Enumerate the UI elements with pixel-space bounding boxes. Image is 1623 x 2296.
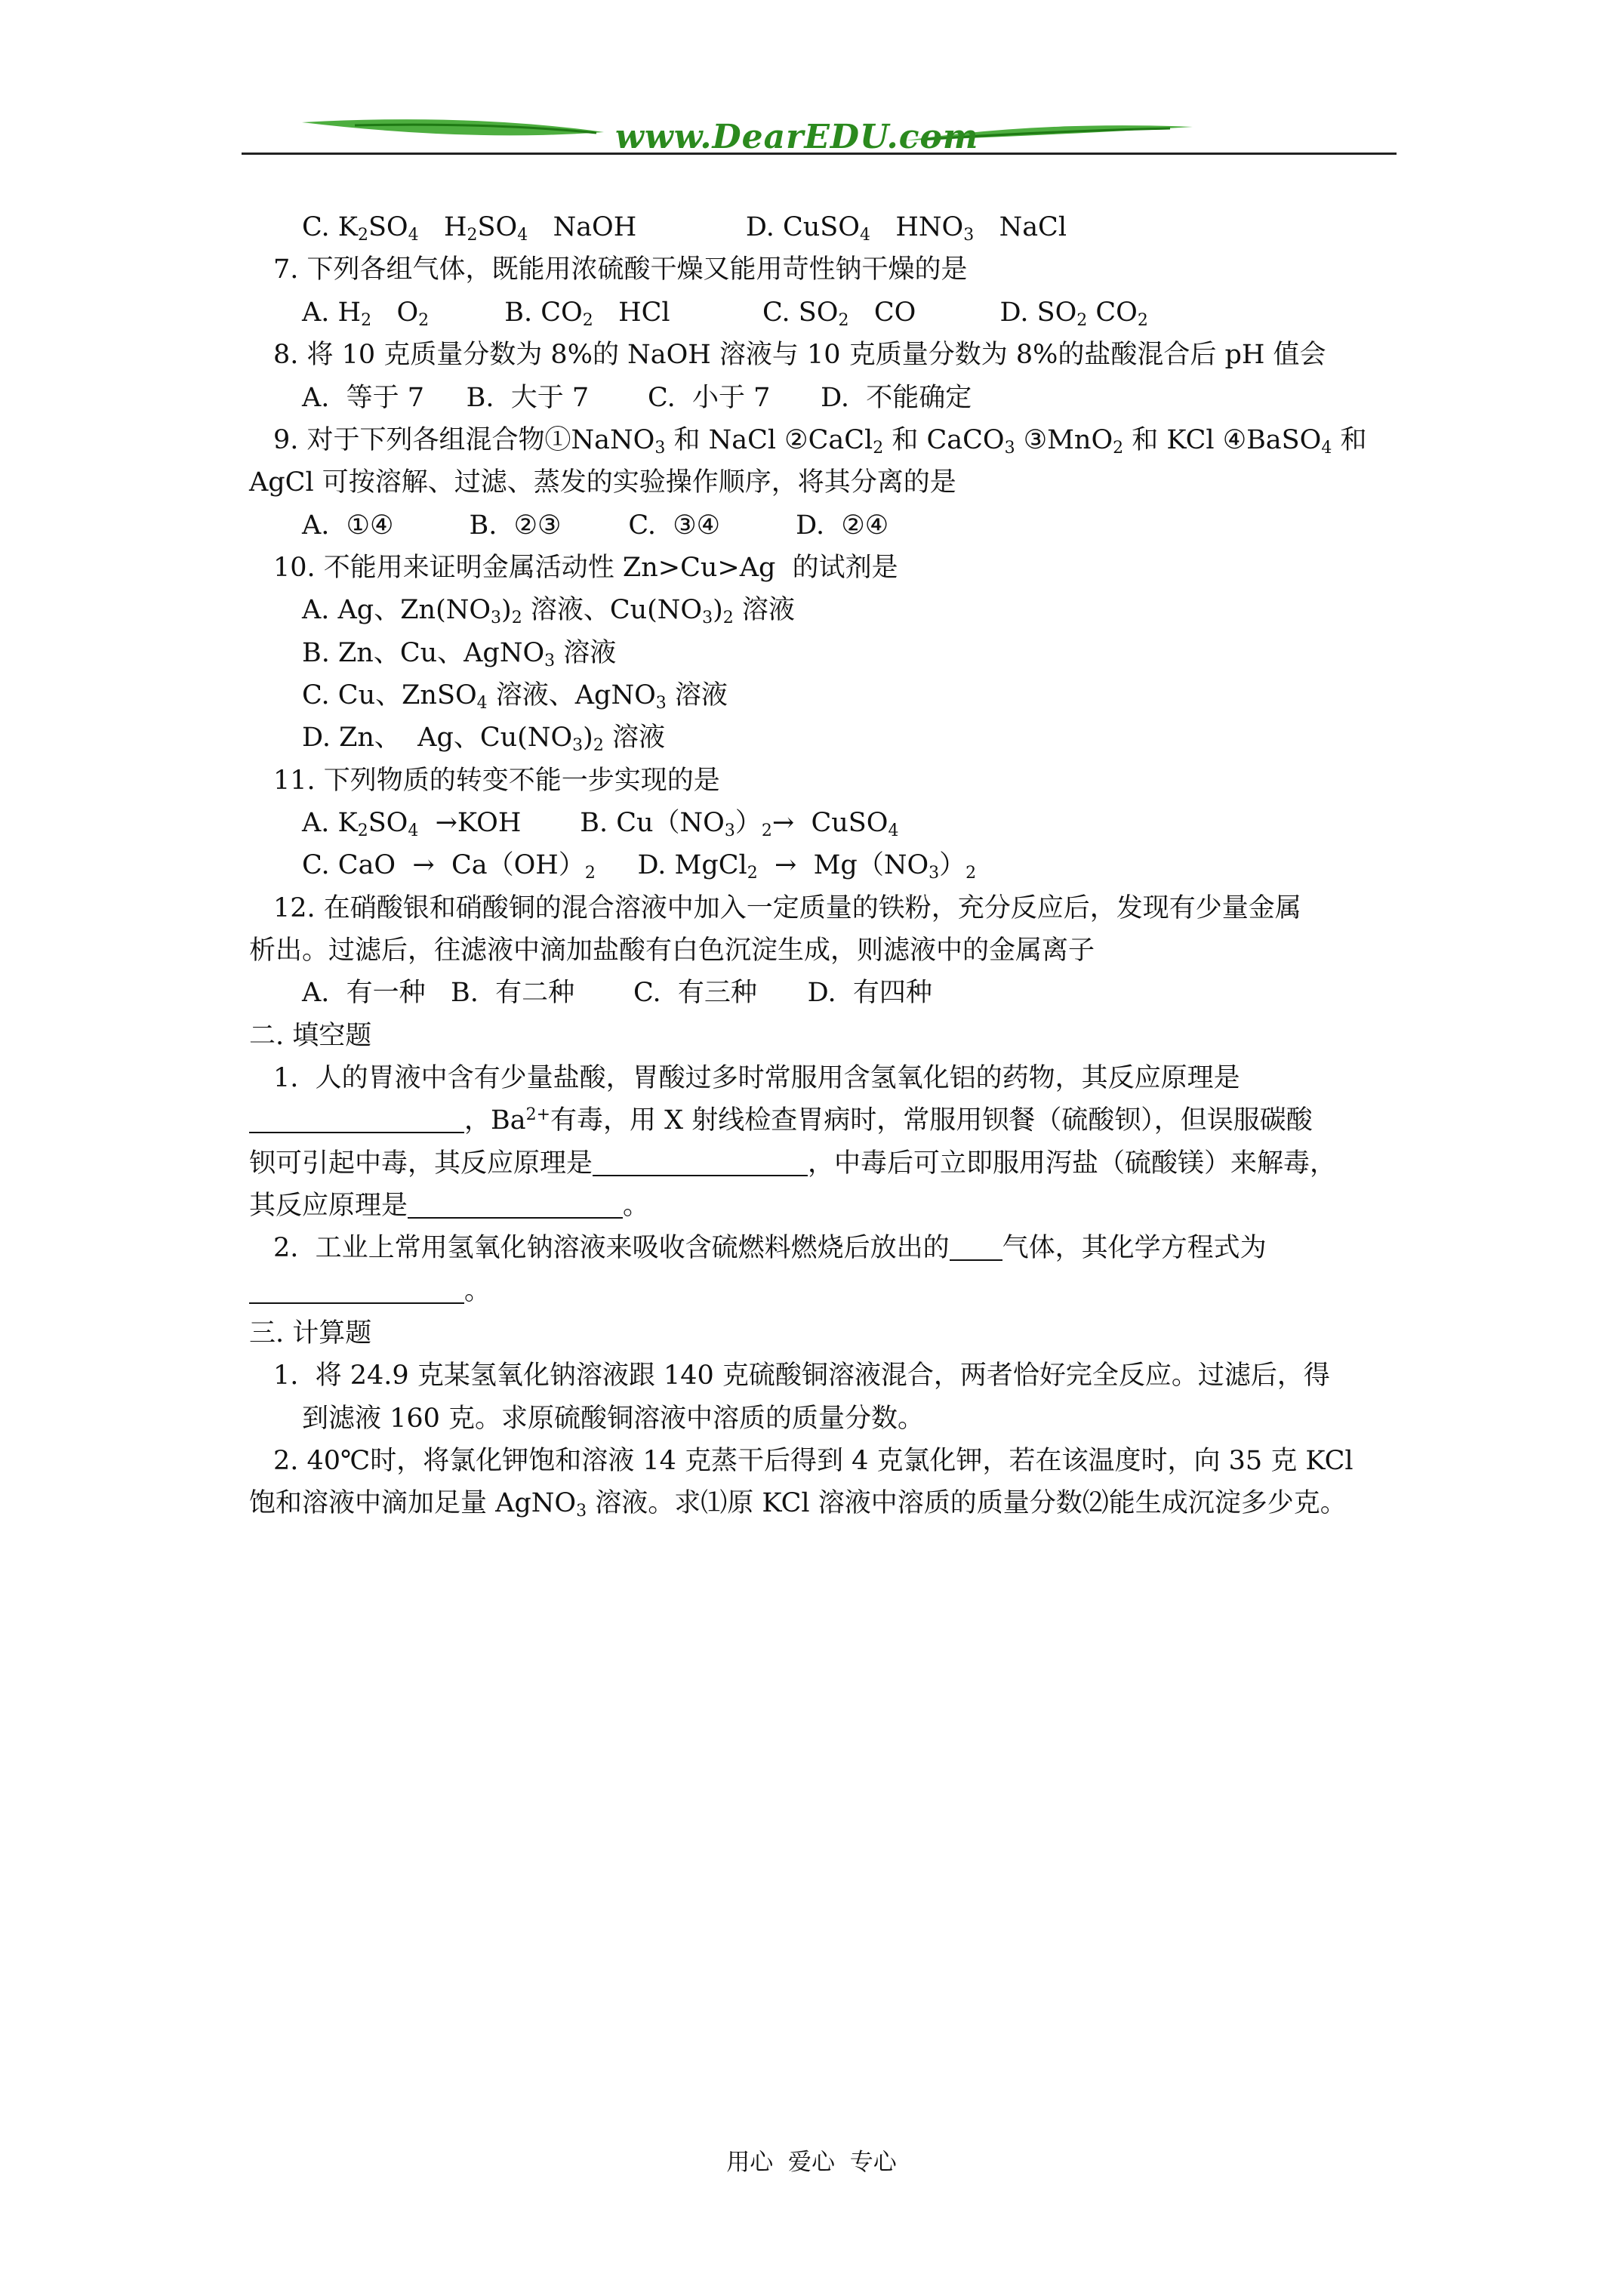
text-line: 到滤液 160 克。求原硫酸铜溶液中溶质的质量分数。 <box>302 1404 925 1434</box>
text-line: 1. 将 24.9 克某氢氧化钠溶液跟 140 克硫酸铜溶液混合，两者恰好完全反应。过滤后，得 <box>273 1361 1330 1391</box>
text-line: 1. 人的胃液中含有少量盐酸，胃酸过多时常服用含氢氧化铝的药物，其反应原理是 <box>273 1063 1240 1093</box>
text-line: A. Ag、$Zn(NO_3)_2$ 溶液、$Cu(NO_3)_2$ 溶液 <box>302 595 795 627</box>
text-line: 二. 填空题 <box>249 1021 372 1051</box>
text-line: B. Zn、Cu、AgNO$_3$ 溶液 <box>302 638 617 670</box>
text-line: C. $K_2SO_4$ $H_2SO_4$ NaOH D. CuSO$_4$ $HNO_3$ NaCl <box>302 212 1067 245</box>
text-line: 钡可引起中毒，其反应原理是 ，中毒后可立即服用泻盐（硫酸镁）来解毒， <box>249 1148 1337 1179</box>
text-line: 7. 下列各组气体，既能用浓硫酸干燥又能用苛性钠干燥的是 <box>273 254 968 285</box>
text-line: A. 有一种 B. 有二种 C. 有三种 D. 有四种 <box>302 978 932 1008</box>
text-line: A. 等于 7 B. 大于 7 C. 小于 7 D. 不能确定 <box>302 383 972 413</box>
text-line: 2. 40℃时，将氯化钾饱和溶液 14 克蒸干后得到 4 克氯化钾，若在该温度时，向 35 克 KCl <box>273 1446 1354 1476</box>
text-line: D. Zn、 Ag、$Cu(NO_3)_2$ 溶液 <box>302 723 665 755</box>
text-line: 10. 不能用来证明金属活动性 Zn>Cu>Ag 的试剂是 <box>273 553 898 583</box>
text-line: ，$Ba^{2+}$有毒，用 X 射线检查胃病时，常服用钡餐（硫酸钡），但误服碳酸 <box>249 1102 1313 1139</box>
text-line: 2. 工业上常用氢氧化钠溶液来吸收含硫燃料燃烧后放出的 气体，其化学方程式为 <box>273 1233 1267 1263</box>
text-line: 其反应原理是 。 <box>249 1191 650 1221</box>
text-line: AgCl 可按溶解、过滤、蒸发的实验操作顺序，将其分离的是 <box>249 467 956 498</box>
text-line: 三. 计算题 <box>249 1318 372 1348</box>
text-line: C. Cu、ZnSO$_4$ 溶液、AgNO$_3$ 溶液 <box>302 680 728 713</box>
text-line: A. $H_2$ $O_2$ B. $CO_2$ HCl C. $SO_2$ CO D. $SO_2$ $CO_2$ <box>302 297 1148 330</box>
header-rule <box>242 153 1397 155</box>
text-line: 9. 对于下列各组混合物①NaNO$_3$ 和 NaCl ②CaCl$_2$ 和 CaCO$_3$ ③MnO$_2$ 和 KCl ④BaSO$_4$ 和 <box>273 425 1367 458</box>
text-line: A. ①④ B. ②③ C. ③④ D. ②④ <box>302 510 889 541</box>
page-footer: 用心 爱心 专心 <box>726 2149 897 2176</box>
text-line: 12. 在硝酸银和硝酸铜的混合溶液中加入一定质量的铁粉，充分反应后，发现有少量金属 <box>273 893 1301 923</box>
site-logo[interactable]: www.DearEDU.com <box>615 118 979 156</box>
text-line: 饱和溶液中滴加足量 AgNO$_3$ 溶液。求⑴原 KCl 溶液中溶质的质量分数⑵能生成沉淀多少克。 <box>249 1488 1347 1521</box>
text-line: 8. 将 10 克质量分数为 8%的 NaOH 溶液与 10 克质量分数为 8%的盐酸混合后 pH 值会 <box>273 340 1326 370</box>
text-line: A. $K_2SO_4 \to KOH$ B. $Cu(NO_3)_2\to$ CuSO$_4$ <box>302 808 899 840</box>
text-line: 析出。过滤后，往滤液中滴加盐酸有白色沉淀生成，则滤液中的金属离子 <box>249 935 1095 966</box>
text-line: 11. 下列物质的转变不能一步实现的是 <box>273 766 720 796</box>
text-line: 。 <box>249 1272 491 1310</box>
text-line: C. CaO → $Ca(OH)_2$ D. MgCl$_2$ → $Mg(NO_3)_2$ <box>302 850 977 883</box>
